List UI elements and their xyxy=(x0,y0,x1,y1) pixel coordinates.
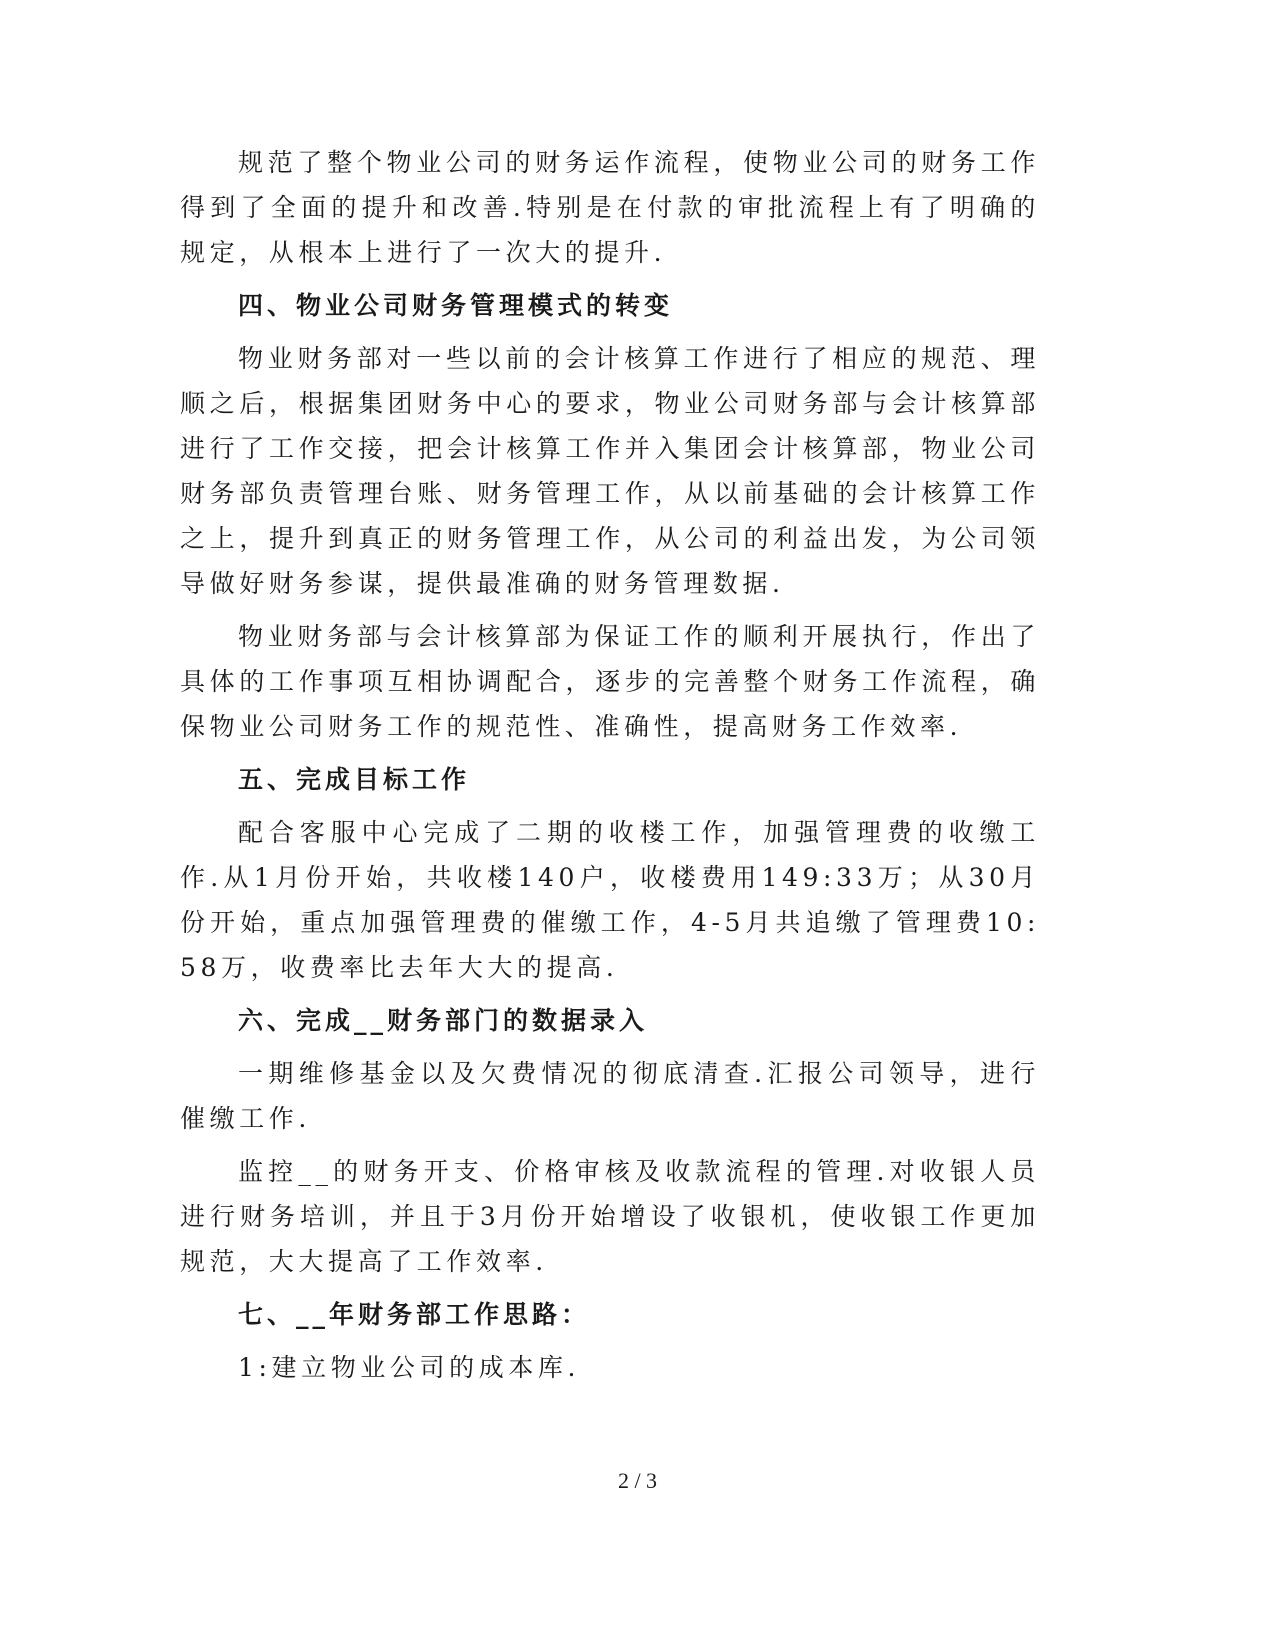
paragraph: 物业财务部对一些以前的会计核算工作进行了相应的规范、理顺之后，根据集团财务中心的要求，物业公司财务部与会计核算部进行了工作交接，把会计核算工作并入集团会计核算部，物业公司财务部负责管理台账、财务管理工作，从以前基础的会计核算工作之上，提升到真正的财务管理工作，从公司的利益出发，为公司领导做好财务参谋，提供最准确的财务管理数据. xyxy=(180,344,1040,598)
section-heading: 四、物业公司财务管理模式的转变 xyxy=(238,291,674,320)
section-heading: 五、完成目标工作 xyxy=(238,765,471,794)
document-body xyxy=(180,140,1040,1398)
paragraph: 监控__的财务开支、价格审核及收款流程的管理.对收银人员进行财务培训，并且于3月份开始增设了收银机，使收银工作更加规范，大大提高了工作效率. xyxy=(180,1157,1040,1276)
paragraph: 物业财务部与会计核算部为保证工作的顺利开展执行，作出了具体的工作事项互相协调配合，逐步的完善整个财务工作流程，确保物业公司财务工作的规范性、准确性，提高财务工作效率. xyxy=(180,622,1040,741)
paragraph: 规范了整个物业公司的财务运作流程，使物业公司的财务工作得到了全面的提升和改善.特别是在付款的审批流程上有了明确的规定，从根本上进行了一次大的提升. xyxy=(180,148,1040,267)
section-heading: 六、完成__财务部门的数据录入 xyxy=(238,1006,649,1035)
paragraph: 一期维修基金以及欠费情况的彻底清查.汇报公司领导，进行催缴工作. xyxy=(180,1059,1040,1133)
section-heading: 七、__年财务部工作思路： xyxy=(238,1300,591,1329)
page-number: 2 / 3 xyxy=(617,1468,658,1493)
paragraph: 配合客服中心完成了二期的收楼工作，加强管理费的收缴工作.从1月份开始，共收楼140户，收楼费用149:33万；从30月份开始，重点加强管理费的催缴工作，4-5月共追缴了管理费10:58万，收费率比去年大大的提高. xyxy=(180,818,1040,982)
list-item: 1:建立物业公司的成本库. xyxy=(238,1353,581,1382)
